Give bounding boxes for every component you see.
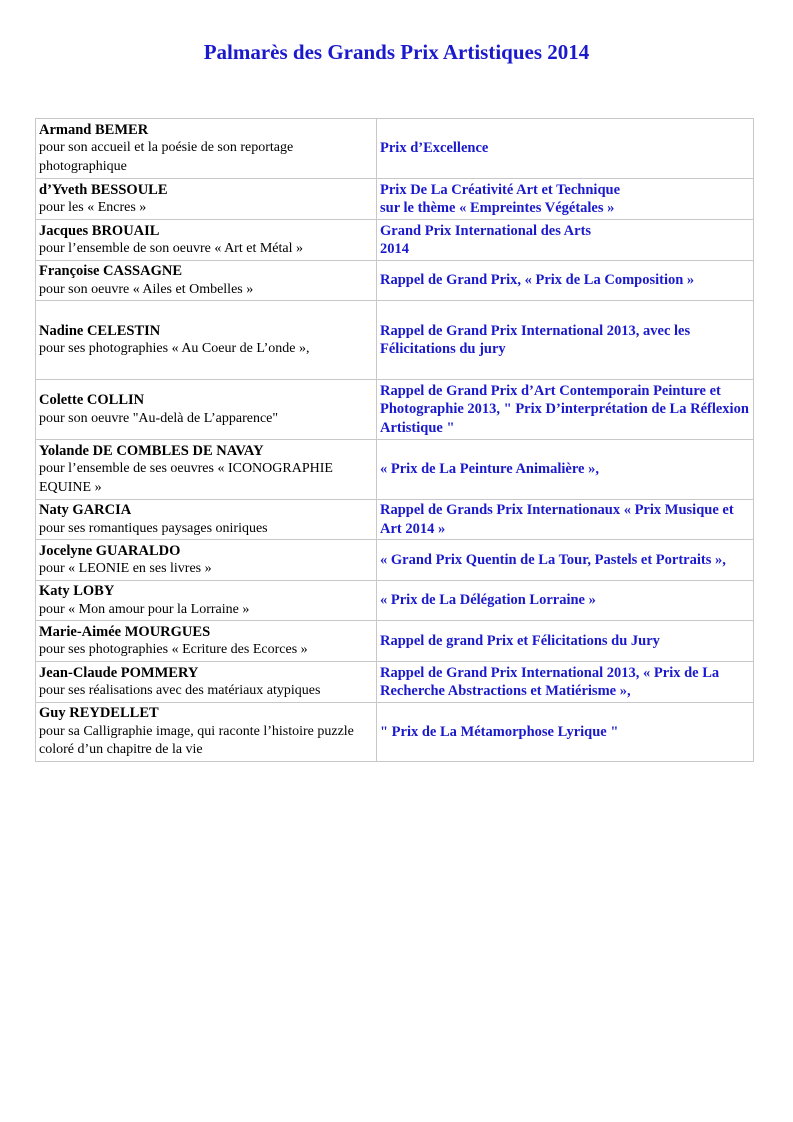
laureate-description: pour « Mon amour pour la Lorraine » bbox=[39, 601, 250, 617]
table-row bbox=[36, 703, 754, 762]
prize-cell bbox=[377, 540, 754, 581]
laureate-name: Armand BEMER bbox=[39, 121, 149, 138]
table-row bbox=[36, 540, 754, 581]
laureate-cell bbox=[36, 540, 377, 581]
table-row bbox=[36, 621, 754, 662]
laureate-name: Colette COLLIN bbox=[39, 392, 145, 408]
table-row bbox=[36, 119, 754, 179]
prize-text: « Grand Prix Quentin de La Tour, Pastels et Portraits », bbox=[380, 551, 726, 568]
table-row bbox=[36, 380, 754, 440]
prize-cell bbox=[377, 179, 754, 220]
prize-cell bbox=[377, 581, 754, 621]
laureate-name: Jean-Claude POMMERY bbox=[39, 664, 199, 681]
awards-table-body bbox=[36, 119, 754, 762]
prize-cell bbox=[377, 261, 754, 301]
table-row bbox=[36, 220, 754, 261]
prize-cell bbox=[377, 301, 754, 380]
laureate-cell bbox=[36, 380, 377, 440]
table-row bbox=[36, 179, 754, 220]
table-row bbox=[36, 581, 754, 621]
laureate-name: Katy LOBY bbox=[39, 583, 115, 599]
laureate-description: pour son oeuvre "Au-delà de L’apparence" bbox=[39, 410, 279, 426]
laureate-name: Yolande DE COMBLES DE NAVAY bbox=[39, 442, 264, 459]
laureate-description: pour ses réalisations avec des matériaux atypiques bbox=[39, 683, 321, 698]
laureate-name: Jocelyne GUARALDO bbox=[39, 542, 181, 559]
laureate-name: Jacques BROUAIL bbox=[39, 222, 160, 239]
prize-cell bbox=[377, 119, 754, 179]
prize-text: « Prix de La Peinture Animalière », bbox=[380, 461, 599, 478]
laureate-name: d’Yveth BESSOULE bbox=[39, 181, 168, 198]
laureate-cell bbox=[36, 119, 377, 179]
table-row bbox=[36, 261, 754, 301]
laureate-cell bbox=[36, 301, 377, 380]
prize-cell bbox=[377, 380, 754, 440]
laureate-description: pour les « Encres » bbox=[39, 200, 147, 215]
prize-text: Prix De La Créativité Art et Technique sur le thème « Empreintes Végétales » bbox=[380, 181, 621, 216]
prize-text: Prix d’Excellence bbox=[380, 140, 489, 157]
laureate-cell bbox=[36, 500, 377, 540]
prize-text: Rappel de Grand Prix d’Art Contemporain Peinture et Photographie 2013, " Prix D’interprétation de La Réflexion Artistique " bbox=[380, 382, 749, 436]
prize-cell bbox=[377, 703, 754, 762]
laureate-name: Naty GARCIA bbox=[39, 502, 132, 518]
laureate-description: pour son oeuvre « Ailes et Ombelles » bbox=[39, 281, 254, 297]
laureate-cell bbox=[36, 220, 377, 261]
prize-cell bbox=[377, 220, 754, 261]
laureate-description: pour sa Calligraphie image, qui raconte l’histoire puzzle coloré d’un chapitre de la vie bbox=[39, 723, 354, 758]
prize-text: " Prix de La Métamorphose Lyrique " bbox=[380, 723, 619, 740]
laureate-cell bbox=[36, 440, 377, 500]
laureate-name: Guy REYDELLET bbox=[39, 705, 159, 722]
laureate-cell bbox=[36, 581, 377, 621]
laureate-description: pour ses photographies « Ecriture des Ecorces » bbox=[39, 642, 308, 657]
laureate-name: Françoise CASSAGNE bbox=[39, 263, 182, 279]
awards-table bbox=[35, 118, 754, 762]
laureate-name: Nadine CELESTIN bbox=[39, 322, 161, 339]
page-title: Palmarès des Grands Prix Artistiques 2014 bbox=[203, 40, 590, 64]
prize-text: Rappel de Grand Prix International 2013, « Prix de La Recherche Abstractions et Matiérisme », bbox=[380, 664, 720, 699]
prize-cell bbox=[377, 621, 754, 662]
laureate-cell bbox=[36, 179, 377, 220]
laureate-description: pour ses photographies « Au Coeur de L’onde », bbox=[39, 341, 310, 356]
prize-text: Rappel de grand Prix et Félicitations du Jury bbox=[380, 632, 660, 649]
table-row bbox=[36, 440, 754, 500]
table-row bbox=[36, 662, 754, 703]
laureate-description: pour ses romantiques paysages oniriques bbox=[39, 520, 268, 536]
laureate-description: pour l’ensemble de ses oeuvres « ICONOGRAPHIE EQUINE » bbox=[39, 461, 333, 495]
prize-text: Rappel de Grands Prix Internationaux « Prix Musique et Art 2014 » bbox=[380, 502, 734, 537]
prize-cell bbox=[377, 440, 754, 500]
prize-cell bbox=[377, 662, 754, 703]
laureate-cell bbox=[36, 703, 377, 762]
table-row bbox=[36, 500, 754, 540]
prize-text: Rappel de Grand Prix International 2013, avec les Félicitations du jury bbox=[380, 322, 691, 357]
laureate-cell bbox=[36, 261, 377, 301]
laureate-description: pour « LEONIE en ses livres » bbox=[39, 561, 212, 576]
laureate-name: Marie-Aimée MOURGUES bbox=[39, 623, 211, 640]
laureate-description: pour l’ensemble de son oeuvre « Art et Métal » bbox=[39, 241, 303, 256]
laureate-cell bbox=[36, 662, 377, 703]
table-row bbox=[36, 301, 754, 380]
prize-text: « Prix de La Délégation Lorraine » bbox=[380, 592, 596, 609]
prize-text: Rappel de Grand Prix, « Prix de La Composition » bbox=[380, 272, 695, 289]
laureate-cell bbox=[36, 621, 377, 662]
prize-text: Grand Prix International des Arts 2014 bbox=[380, 222, 592, 257]
prize-cell bbox=[377, 500, 754, 540]
laureate-description: pour son accueil et la poésie de son reportage photographique bbox=[39, 140, 294, 174]
